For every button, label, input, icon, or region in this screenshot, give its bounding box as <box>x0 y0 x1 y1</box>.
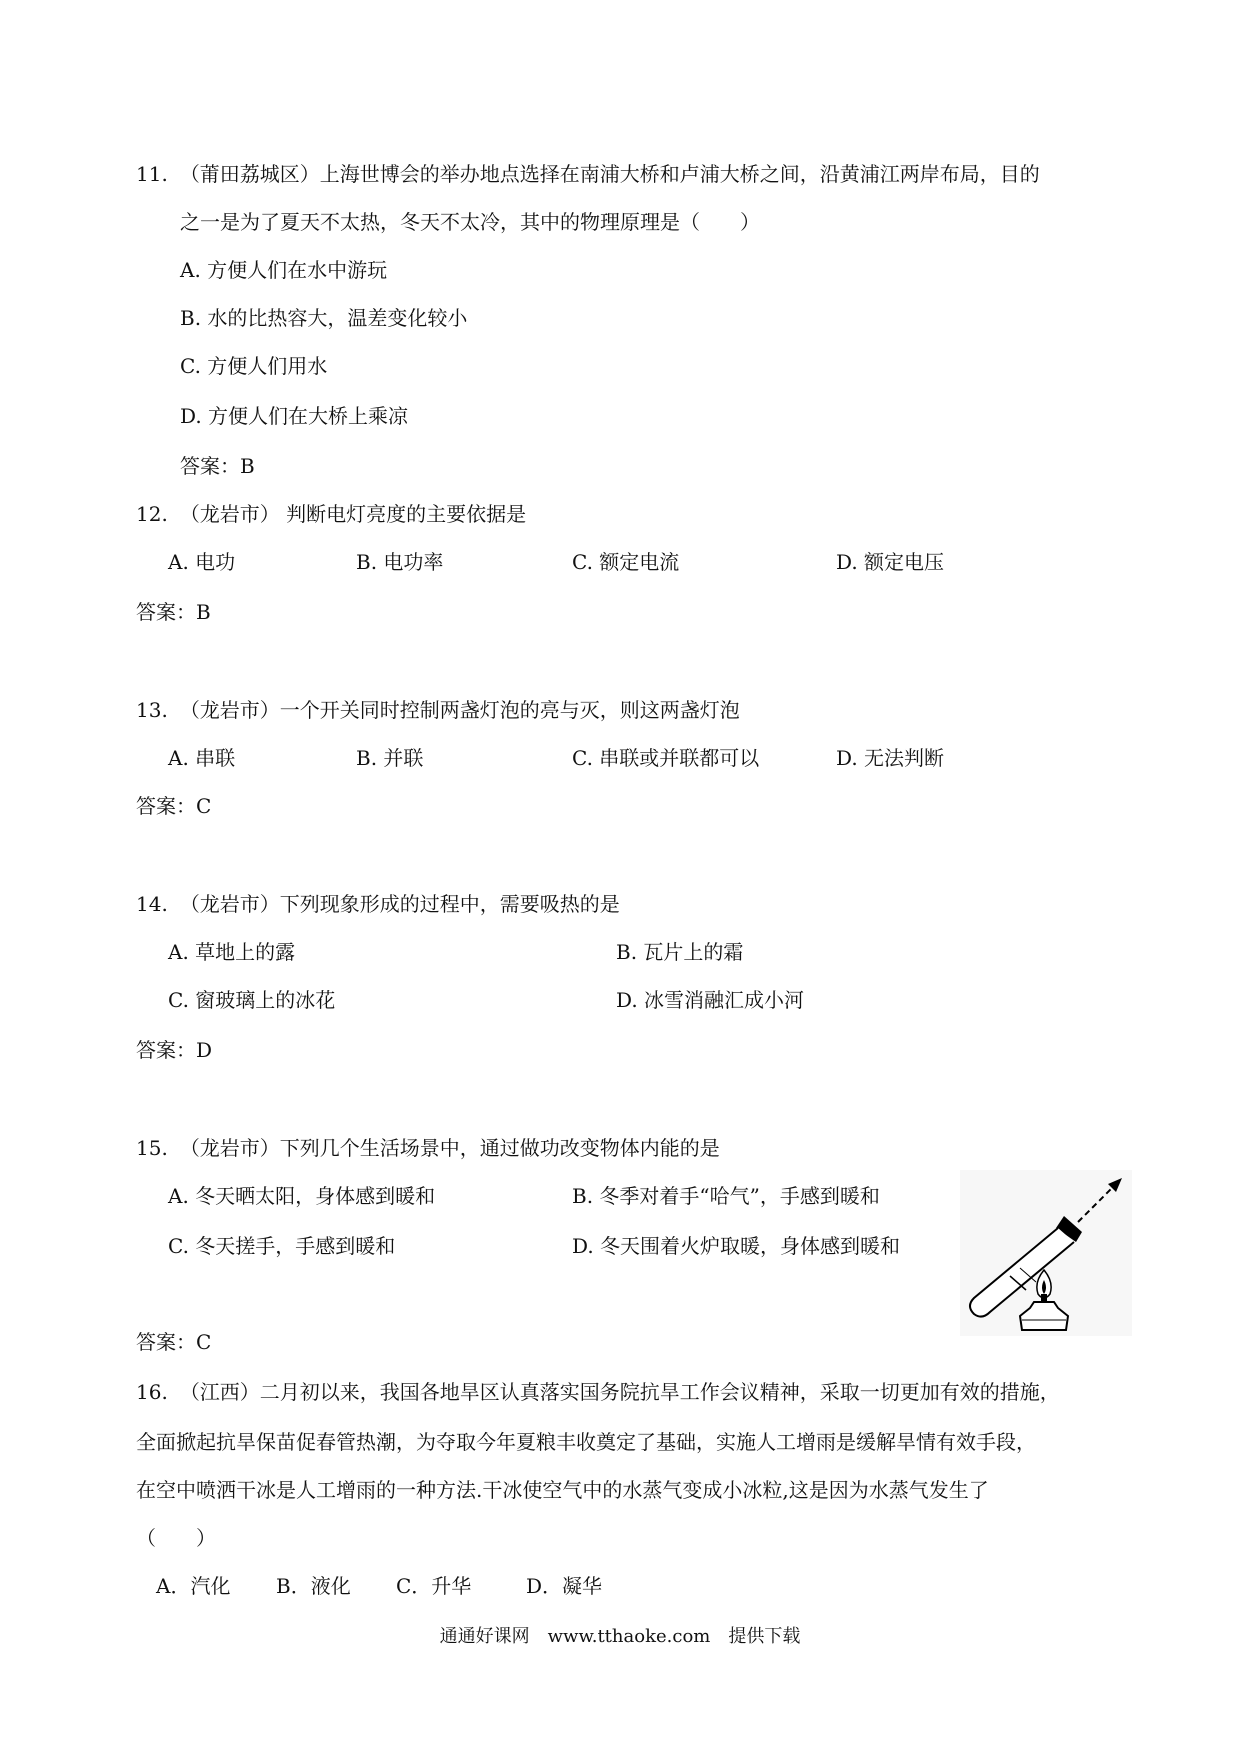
option-c: C. 串联或并联都可以 <box>572 746 760 770</box>
option-b: B. 瓦片上的霜 <box>616 940 744 964</box>
option-b: B. 电功率 <box>356 550 444 574</box>
option-c: C. 冬天搓手，手感到暖和 <box>168 1234 396 1258</box>
option-b: B. 水的比热容大，温差变化较小 <box>180 306 468 330</box>
option-a: A. 串联 <box>168 746 236 770</box>
question-number: 12. <box>136 502 168 526</box>
question-stem: （龙岩市）一个开关同时控制两盏灯泡的亮与灭，则这两盏灯泡 <box>179 698 740 722</box>
answer: 答案：B <box>180 454 255 478</box>
question-13-line-1 <box>136 700 740 720</box>
question-stem: （江西）二月初以来，我国各地旱区认真落实国务院抗旱工作会议精神，采取一切更加有效的措施， <box>179 1380 1060 1404</box>
question-number: 15. <box>136 1136 168 1160</box>
question-number: 11. <box>136 162 168 186</box>
option-d: D. 方便人们在大桥上乘凉 <box>180 404 409 428</box>
question-11-line-2: 之一是为了夏天不太热，冬天不太冷，其中的物理原理是（ ） <box>180 210 760 234</box>
answer: 答案：D <box>136 1038 213 1062</box>
option-d: D. 冰雪消融汇成小河 <box>616 988 805 1012</box>
question-11-line-1 <box>136 164 1040 184</box>
question-16-line-3: 在空中喷洒干冰是人工增雨的一种方法.干冰使空气中的水蒸气变成小冰粒,这是因为水蒸气发生了 <box>136 1478 989 1502</box>
question-15-line-1 <box>136 1138 720 1158</box>
question-12-line-1 <box>136 504 526 524</box>
answer: 答案：C <box>136 1330 212 1354</box>
question-14-line-1 <box>136 894 620 914</box>
option-c: C. 方便人们用水 <box>180 354 328 378</box>
question-stem: （龙岩市）下列几个生活场景中，通过做功改变物体内能的是 <box>179 1136 720 1160</box>
question-stem: （龙岩市） 判断电灯亮度的主要依据是 <box>179 502 527 526</box>
option-d: D．凝华 <box>526 1574 603 1598</box>
option-c: C．升华 <box>396 1574 472 1598</box>
option-a: A. 草地上的露 <box>168 940 296 964</box>
option-a: A. 冬天晒太阳，身体感到暖和 <box>168 1184 436 1208</box>
question-number: 16. <box>136 1380 168 1404</box>
option-b: B. 冬季对着手“哈气”，手感到暖和 <box>572 1184 880 1208</box>
answer: 答案：C <box>136 794 212 818</box>
question-number: 14. <box>136 892 168 916</box>
option-c: C. 窗玻璃上的冰花 <box>168 988 336 1012</box>
question-16-line-4: （ ） <box>136 1526 216 1550</box>
answer: 答案：B <box>136 600 211 624</box>
option-d: D. 额定电压 <box>836 550 945 574</box>
question-16-line-1 <box>136 1382 1060 1402</box>
question-stem: （莆田荔城区）上海世博会的举办地点选择在南浦大桥和卢浦大桥之间，沿黄浦江两岸布局，目的 <box>179 162 1040 186</box>
option-b: B．液化 <box>276 1574 351 1598</box>
option-d: D. 冬天围着火炉取暖，身体感到暖和 <box>572 1234 901 1258</box>
option-c: C. 额定电流 <box>572 550 680 574</box>
option-a: A. 电功 <box>168 550 236 574</box>
question-16-line-2: 全面掀起抗旱保苗促春管热潮，为夺取今年夏粮丰收奠定了基础，实施人工增雨是缓解旱情有效手段， <box>136 1430 1036 1454</box>
option-a: A．汽化 <box>156 1574 231 1598</box>
test-tube-over-alcohol-lamp-icon <box>960 1170 1132 1336</box>
option-a: A. 方便人们在水中游玩 <box>180 258 388 282</box>
option-d: D. 无法判断 <box>836 746 945 770</box>
option-b: B. 并联 <box>356 746 424 770</box>
question-stem: （龙岩市）下列现象形成的过程中，需要吸热的是 <box>179 892 620 916</box>
question-number: 13. <box>136 698 168 722</box>
page-footer: 通通好课网 www.tthaoke.com 提供下载 <box>439 1626 801 1647</box>
